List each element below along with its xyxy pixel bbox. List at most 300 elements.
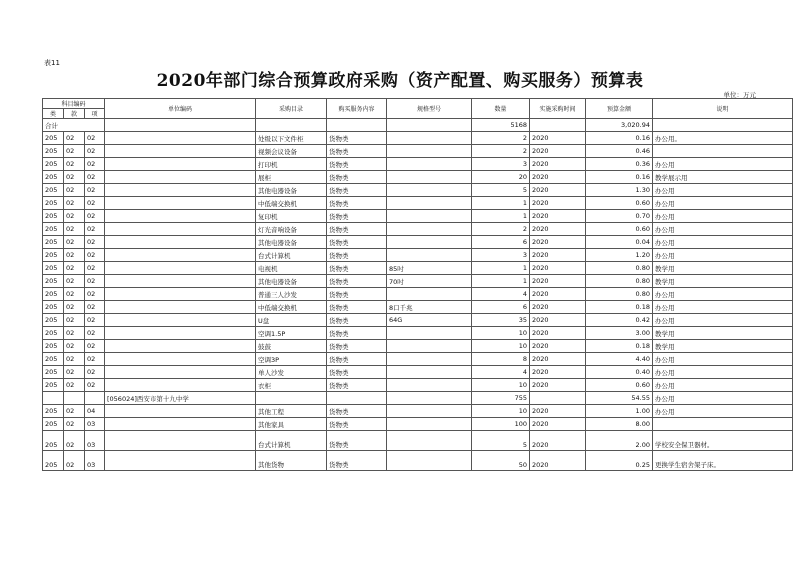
cell-service: 货物类 [327,132,387,145]
cell-spec [387,405,472,418]
cell-catalog: 视频会议设备 [256,145,327,158]
cell-lei: 205 [43,132,64,145]
cell-note: 办公用 [653,210,793,223]
cell-time: 2020 [530,301,586,314]
cell-unit [105,145,256,158]
cell-kuan: 02 [64,314,85,327]
cell-unit [105,158,256,171]
table-row [43,288,793,301]
cell-time: 2020 [530,132,586,145]
cell-lei: 205 [43,405,64,418]
cell-kuan: 02 [64,184,85,197]
cell-catalog: 台式计算机 [256,431,327,451]
cell-catalog: 鼓鼓 [256,340,327,353]
cell-unit [105,210,256,223]
cell-xiang: 02 [85,314,105,327]
cell-lei [43,392,64,405]
cell-kuan: 02 [64,236,85,249]
cell-service: 货物类 [327,249,387,262]
cell-service: 货物类 [327,184,387,197]
cell-time: 2020 [530,210,586,223]
table-row [43,275,793,288]
cell-qty: 100 [472,418,530,431]
cell-unit [105,288,256,301]
cell-time: 2020 [530,184,586,197]
cell-note: 办公用 [653,184,793,197]
cell-catalog: 打印机 [256,158,327,171]
cell-unit [105,314,256,327]
cell-service: 货物类 [327,327,387,340]
cell-spec [387,353,472,366]
cell-spec [387,223,472,236]
unit-label: 单位：万元 [723,91,756,99]
cell-xiang: 02 [85,288,105,301]
table-row [43,379,793,392]
cell-unit [105,451,256,471]
cell-time: 2020 [530,145,586,158]
cell-catalog: 衣柜 [256,379,327,392]
cell-xiang: 03 [85,451,105,471]
cell-qty: 5 [472,184,530,197]
cell-amount: 0.16 [586,132,653,145]
cell-kuan: 02 [64,366,85,379]
cell-lei: 205 [43,262,64,275]
cell-lei: 205 [43,158,64,171]
header-note: 说明 [653,99,793,119]
cell-kuan: 02 [64,210,85,223]
cell-lei: 205 [43,366,64,379]
cell-lei: 205 [43,340,64,353]
cell-catalog: 其他电器设备 [256,275,327,288]
cell-xiang: 02 [85,249,105,262]
table-row [43,366,793,379]
cell-kuan: 02 [64,379,85,392]
cell-kuan: 02 [64,197,85,210]
cell-amount: 0.18 [586,340,653,353]
cell-qty: 6 [472,301,530,314]
cell-amount: 2.00 [586,431,653,451]
table-row [43,314,793,327]
cell-time: 2020 [530,353,586,366]
cell-qty: 8 [472,353,530,366]
header-service: 购买服务内容 [327,99,387,119]
cell-amount: 0.18 [586,301,653,314]
cell-time: 2020 [530,275,586,288]
cell-lei: 205 [43,353,64,366]
cell-time: 2020 [530,340,586,353]
cell-spec [387,451,472,471]
cell-catalog: 展柜 [256,171,327,184]
cell-note: 办公用 [653,379,793,392]
cell-xiang: 03 [85,431,105,451]
cell-unit [105,327,256,340]
cell-lei: 205 [43,249,64,262]
cell-catalog: U盘 [256,314,327,327]
cell-lei: 205 [43,236,64,249]
cell-xiang: 02 [85,301,105,314]
cell-lei: 205 [43,431,64,451]
cell-unit: [056024]西安市第十九中学 [105,392,256,405]
cell-note: 办公用。 [653,132,793,145]
cell-note: 学校安全保卫器材。 [653,431,793,451]
table-row [43,249,793,262]
header-lei: 类 [43,109,64,119]
cell-spec [387,158,472,171]
cell-qty: 3 [472,158,530,171]
cell-amount: 0.80 [586,288,653,301]
cell-amount: 0.80 [586,275,653,288]
cell-xiang: 02 [85,236,105,249]
cell-xiang: 03 [85,418,105,431]
cell-spec [387,249,472,262]
cell-kuan [64,392,85,405]
cell-time: 2020 [530,451,586,471]
cell-xiang: 02 [85,353,105,366]
cell-note: 办公用 [653,197,793,210]
cell-unit [105,353,256,366]
cell-qty: 1 [472,262,530,275]
page-title: 2020年部门综合预算政府采购（资产配置、购买服务）预算表 [156,71,644,91]
cell-service: 货物类 [327,379,387,392]
cell-kuan: 02 [64,288,85,301]
table-row [43,145,793,158]
cell-xiang: 02 [85,340,105,353]
cell-qty: 1 [472,275,530,288]
cell-kuan: 02 [64,132,85,145]
cell-qty: 10 [472,405,530,418]
header-spec: 规格型号 [387,99,472,119]
cell-service: 货物类 [327,145,387,158]
header-kuan: 款 [64,109,85,119]
cell-qty: 1 [472,210,530,223]
cell-time: 2020 [530,197,586,210]
cell-qty: 20 [472,171,530,184]
cell-amount: 4.40 [586,353,653,366]
cell-spec: 8口千兆 [387,301,472,314]
cell-catalog: 中低端交换机 [256,301,327,314]
cell-amount: 0.36 [586,158,653,171]
cell-service: 货物类 [327,171,387,184]
cell-lei: 205 [43,145,64,158]
cell-unit [105,171,256,184]
cell-note: 办公用 [653,314,793,327]
cell-xiang: 02 [85,275,105,288]
cell-service: 货物类 [327,210,387,223]
header-qty: 数量 [472,99,530,119]
cell-xiang: 02 [85,184,105,197]
cell-service [327,392,387,405]
cell-service: 货物类 [327,223,387,236]
cell-catalog: 空调3P [256,353,327,366]
cell-unit [105,340,256,353]
table-row [43,418,793,431]
cell-xiang: 04 [85,405,105,418]
table-row [43,405,793,418]
cell-unit [105,184,256,197]
cell-spec [387,236,472,249]
cell-kuan: 02 [64,171,85,184]
cell-note: 教学用 [653,275,793,288]
cell-xiang: 02 [85,327,105,340]
cell-lei: 205 [43,197,64,210]
cell-time: 2020 [530,327,586,340]
cell-note: 办公用 [653,236,793,249]
cell-note: 办公用 [653,366,793,379]
cell-amount: 0.25 [586,451,653,471]
cell-kuan: 02 [64,145,85,158]
cell-amount: 1.00 [586,405,653,418]
cell-time: 2020 [530,171,586,184]
cell-xiang: 02 [85,197,105,210]
cell-time: 2020 [530,314,586,327]
cell-spec [387,210,472,223]
cell-unit [105,197,256,210]
cell-amount: 3.00 [586,327,653,340]
cell-service: 货物类 [327,236,387,249]
cell-amount: 0.40 [586,366,653,379]
cell-unit [105,405,256,418]
table-row [43,301,793,314]
cell-qty: 2 [472,132,530,145]
cell-lei: 205 [43,171,64,184]
cell-time: 2020 [530,236,586,249]
cell-unit [105,301,256,314]
cell-kuan: 02 [64,353,85,366]
cell-catalog: 其他家具 [256,418,327,431]
cell-qty: 4 [472,366,530,379]
cell-service: 货物类 [327,353,387,366]
table-row [43,327,793,340]
cell-spec [387,366,472,379]
cell-time: 2020 [530,249,586,262]
cell-service: 货物类 [327,451,387,471]
cell-time: 2020 [530,418,586,431]
table-row [43,353,793,366]
cell-amount: 8.00 [586,418,653,431]
cell-spec: 85吋 [387,262,472,275]
cell-spec [387,379,472,392]
cell-unit [105,249,256,262]
cell-xiang: 02 [85,210,105,223]
cell-lei: 205 [43,288,64,301]
cell-spec [387,171,472,184]
cell-unit [105,132,256,145]
cell-spec [387,327,472,340]
cell-note [653,418,793,431]
table-row [43,262,793,275]
header-unit-code: 单位编码 [105,99,256,119]
cell-time: 2020 [530,366,586,379]
cell-amount: 54.55 [586,392,653,405]
cell-catalog [256,392,327,405]
cell-note: 办公用 [653,301,793,314]
cell-xiang: 02 [85,366,105,379]
cell-service: 货物类 [327,340,387,353]
cell-kuan: 02 [64,418,85,431]
cell-service: 货物类 [327,418,387,431]
cell-service: 货物类 [327,431,387,451]
cell-catalog: 灯光音响设备 [256,223,327,236]
cell-catalog: 空调1.5P [256,327,327,340]
total-row [43,119,793,132]
cell-time: 2020 [530,262,586,275]
cell-note: 办公用 [653,288,793,301]
cell-xiang: 02 [85,262,105,275]
total-amount: 3,020.94 [586,119,653,132]
cell-spec [387,392,472,405]
cell-catalog: 处级以下文件柜 [256,132,327,145]
table-row [43,392,793,405]
cell-catalog: 其他电器设备 [256,236,327,249]
cell-note: 办公用 [653,392,793,405]
table-id: 表11 [44,59,60,67]
table-row [43,132,793,145]
cell-amount: 0.04 [586,236,653,249]
cell-service: 货物类 [327,262,387,275]
cell-catalog: 其他工程 [256,405,327,418]
cell-amount: 1.30 [586,184,653,197]
cell-unit [105,366,256,379]
cell-kuan: 02 [64,431,85,451]
cell-qty: 10 [472,379,530,392]
table-row [43,210,793,223]
cell-note: 教学用 [653,262,793,275]
cell-xiang: 02 [85,132,105,145]
cell-note: 教学展示用 [653,171,793,184]
cell-lei: 205 [43,184,64,197]
cell-xiang: 02 [85,223,105,236]
cell-qty: 10 [472,340,530,353]
cell-unit [105,275,256,288]
cell-spec [387,340,472,353]
table-row [43,236,793,249]
cell-note: 办公用 [653,223,793,236]
cell-amount: 0.80 [586,262,653,275]
cell-time: 2020 [530,223,586,236]
cell-qty: 2 [472,223,530,236]
cell-catalog: 台式计算机 [256,249,327,262]
cell-spec [387,132,472,145]
cell-note: 办公用 [653,353,793,366]
cell-spec [387,184,472,197]
cell-spec [387,145,472,158]
cell-catalog: 普通三人沙发 [256,288,327,301]
cell-qty: 10 [472,327,530,340]
cell-spec: 70吋 [387,275,472,288]
cell-spec: 64G [387,314,472,327]
table-row [43,158,793,171]
cell-service: 货物类 [327,197,387,210]
header-xiang: 项 [85,109,105,119]
cell-service: 货物类 [327,405,387,418]
cell-service: 货物类 [327,158,387,171]
cell-lei: 205 [43,210,64,223]
cell-kuan: 02 [64,275,85,288]
cell-qty: 755 [472,392,530,405]
cell-service: 货物类 [327,288,387,301]
table-row [43,171,793,184]
cell-kuan: 02 [64,262,85,275]
cell-qty: 1 [472,197,530,210]
cell-service: 货物类 [327,366,387,379]
cell-spec [387,431,472,451]
cell-unit [105,262,256,275]
cell-catalog: 其他电器设备 [256,184,327,197]
cell-time: 2020 [530,405,586,418]
cell-qty: 4 [472,288,530,301]
cell-note: 教学用 [653,327,793,340]
cell-xiang: 02 [85,379,105,392]
cell-lei: 205 [43,379,64,392]
cell-unit [105,379,256,392]
cell-xiang: 02 [85,158,105,171]
cell-lei: 205 [43,418,64,431]
cell-spec [387,197,472,210]
table-row [43,451,793,471]
cell-service: 货物类 [327,275,387,288]
cell-lei: 205 [43,275,64,288]
cell-qty: 50 [472,451,530,471]
cell-amount: 0.70 [586,210,653,223]
cell-unit [105,431,256,451]
cell-xiang: 02 [85,171,105,184]
cell-qty: 3 [472,249,530,262]
cell-unit [105,223,256,236]
cell-catalog: 中低端交换机 [256,197,327,210]
cell-catalog: 电视机 [256,262,327,275]
cell-lei: 205 [43,314,64,327]
cell-lei: 205 [43,327,64,340]
budget-table [42,98,793,471]
cell-xiang: 02 [85,145,105,158]
table-row [43,431,793,451]
cell-note: 更换学生宿舍架子床。 [653,451,793,471]
cell-spec [387,418,472,431]
cell-amount: 0.60 [586,223,653,236]
cell-qty: 5 [472,431,530,451]
cell-amount: 0.46 [586,145,653,158]
cell-amount: 0.60 [586,197,653,210]
cell-note [653,145,793,158]
header-time: 实施采购时间 [530,99,586,119]
table-row [43,184,793,197]
table-row [43,197,793,210]
cell-lei: 205 [43,451,64,471]
header-subject-code: 科目编码 [43,99,105,109]
cell-qty: 6 [472,236,530,249]
table-row [43,223,793,236]
cell-kuan: 02 [64,451,85,471]
cell-service: 货物类 [327,301,387,314]
cell-lei: 205 [43,223,64,236]
table-row [43,340,793,353]
cell-service: 货物类 [327,314,387,327]
cell-time: 2020 [530,379,586,392]
cell-qty: 2 [472,145,530,158]
cell-kuan: 02 [64,249,85,262]
cell-amount: 1.20 [586,249,653,262]
cell-time: 2020 [530,288,586,301]
cell-note: 教学用 [653,340,793,353]
cell-xiang [85,392,105,405]
header-catalog: 采购目录 [256,99,327,119]
cell-time: 2020 [530,158,586,171]
cell-lei: 205 [43,301,64,314]
cell-kuan: 02 [64,327,85,340]
cell-note: 办公用 [653,405,793,418]
total-qty: 5168 [472,119,530,132]
cell-catalog: 复印机 [256,210,327,223]
